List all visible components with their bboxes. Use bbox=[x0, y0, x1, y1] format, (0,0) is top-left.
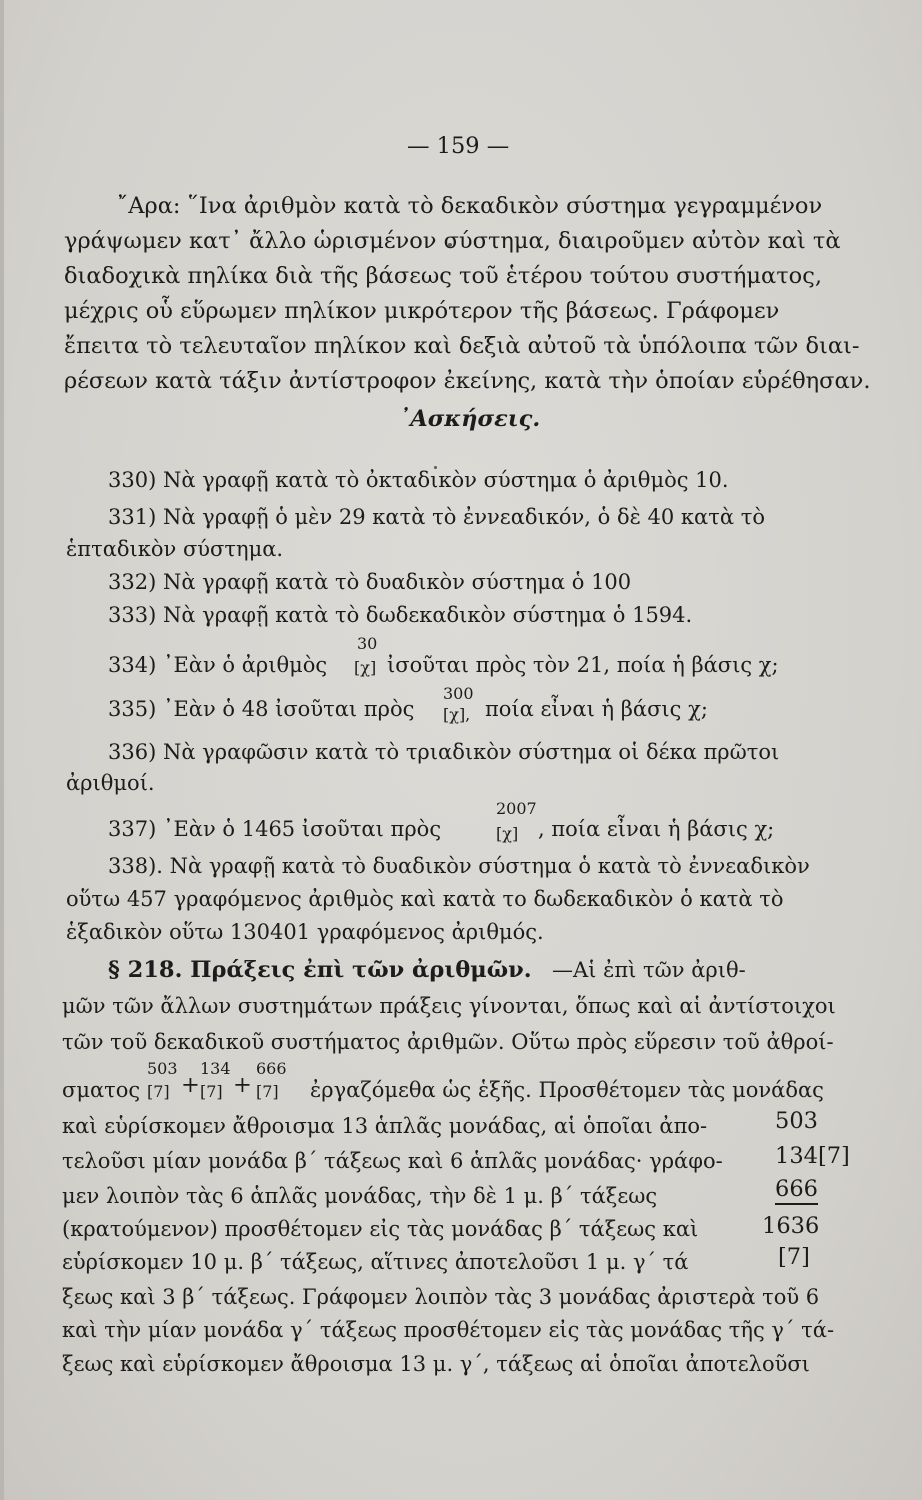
exercise-333: 333) Νὰ γραφῇ κατὰ τὸ δωδεκαδικὸν σύστημα ὁ 1594. bbox=[108, 603, 693, 627]
body-line: ξεως καὶ 3 β΄ τάξεως. Γράφομεν λοιπὸν τὰς 3 μονάδας ἀριστερὰ τοῦ 6 bbox=[62, 1285, 820, 1309]
addition-row-2: 134[7] bbox=[775, 1143, 850, 1169]
plus-sign: + bbox=[233, 1072, 252, 1098]
exercise-330: 330) Νὰ γραφῇ κατὰ τὸ ὀκταδικὸν σύστημα ὁ ἀριθμὸς 10. bbox=[108, 468, 729, 492]
sum-term-3-base: [7] bbox=[256, 1082, 279, 1101]
exercise-334-base: [χ] bbox=[354, 658, 377, 677]
exercises-heading: ᾿Ασκήσεις. bbox=[399, 406, 541, 432]
addition-result: 1636 bbox=[762, 1213, 820, 1239]
addition-row-1: 503 bbox=[775, 1108, 818, 1134]
sum-term-1-number: 503 bbox=[147, 1059, 178, 1078]
body-line: καὶ εὑρίσκομεν ἄθροισμα 13 ἁπλᾶς μονάδας, αἱ ὁποῖαι ἀπο- bbox=[62, 1114, 708, 1138]
intro-line: ἔπειτα τὸ τελευταῖον πηλίκον καὶ δεξιὰ αὐτοῦ τὰ ὑπόλοιπα τῶν διαι- bbox=[64, 333, 860, 359]
exercise-337-text: , ποία εἶναι ἡ βάσις χ; bbox=[538, 817, 775, 841]
addition-row-3: 666 bbox=[775, 1175, 818, 1205]
intro-line: μέχρις οὗ εὕρωμεν πηλίκον μικρότερον τῆς βάσεως. Γράφομεν bbox=[64, 298, 780, 324]
exercise-334-text: ἰσοῦται πρὸς τὸν 21, ποία ἡ βάσις χ; bbox=[387, 653, 779, 677]
exercise-337-number: 2007 bbox=[496, 799, 537, 818]
sum-term-2-number: 134 bbox=[200, 1059, 231, 1078]
exercise-338-line3: ἑξαδικὸν οὕτω 130401 γραφόμενος ἀριθμός. bbox=[66, 920, 544, 944]
exercise-334-number: 30 bbox=[357, 634, 378, 653]
exercise-336-line1: 336) Νὰ γραφῶσιν κατὰ τὸ τριαδικὸν σύστημα οἱ δέκα πρῶτοι bbox=[108, 740, 780, 764]
body-line: εὑρίσκομεν 10 μ. β΄ τάξεως, αἵτινες ἀποτελοῦσι 1 μ. γ΄ τά bbox=[62, 1250, 689, 1274]
exercise-336-line2: ἀριθμοί. bbox=[66, 771, 155, 795]
exercise-338-line1: 338). Νὰ γραφῇ κατὰ τὸ δυαδικὸν σύστημα ὁ κατὰ τὸ ἐννεαδικὸν bbox=[108, 854, 810, 878]
body-line: ξεως καὶ εὑρίσκομεν ἄθροισμα 13 μ. γ΄, τάξεως αἱ ὁποῖαι ἀποτελοῦσι bbox=[62, 1352, 810, 1376]
exercise-338-line2: οὕτω 457 γραφόμενος ἀριθμὸς καὶ κατὰ το δωδεκαδικὸν ὁ κατὰ τὸ bbox=[66, 887, 784, 911]
body-line: μεν λοιπὸν τὰς 6 ἁπλᾶς μονάδας, τὴν δὲ 1 μ. β΄ τάξεως bbox=[62, 1184, 658, 1208]
sum-text: ἐργαζόμεθα ὡς ἑξῆς. Προσθέτομεν τὰς μονάδας bbox=[310, 1078, 824, 1102]
exercise-334-prefix: 334) ᾽Εὰν ὁ ἀριθμὸς bbox=[108, 653, 328, 677]
intro-line: διαδοχικὰ πηλίκα διὰ τῆς βάσεως τοῦ ἑτέρου τούτου συστήματος, bbox=[64, 263, 822, 289]
intro-line: ρέσεων κατὰ τάξιν ἀντίστροφον ἐκείνης, κατὰ τὴν ὁποίαν εὑρέθησαν. bbox=[64, 368, 871, 394]
exercise-335-number: 300 bbox=[443, 684, 474, 703]
section-heading: § 218. Πράξεις ἐπὶ τῶν ἀριθμῶν. bbox=[108, 957, 532, 983]
exercise-335-base: [χ], bbox=[443, 705, 471, 724]
page-edge bbox=[0, 0, 4, 1500]
body-line: τελοῦσι μίαν μονάδα β΄ τάξεως καὶ 6 ἁπλᾶς μονάδας· γράφο- bbox=[62, 1149, 723, 1173]
page-number: — 159 — bbox=[407, 133, 510, 159]
sum-term-2-base: [7] bbox=[200, 1082, 223, 1101]
sum-prefix: σματος bbox=[62, 1078, 141, 1102]
exercise-332: 332) Νὰ γραφῇ κατὰ τὸ δυαδικὸν σύστημα ὁ 100 bbox=[108, 570, 632, 594]
addition-result-base: [7] bbox=[778, 1244, 810, 1270]
exercise-331-line2: ἑπταδικὸν σύστημα. bbox=[66, 537, 284, 561]
section-line: μῶν τῶν ἄλλων συστημάτων πράξεις γίνονται, ὅπως καὶ αἱ ἀντίστοιχοι bbox=[62, 994, 836, 1018]
exercise-337-prefix: 337) ᾽Εὰν ὁ 1465 ἰσοῦται πρὸς bbox=[108, 817, 442, 841]
exercise-335-text: ποία εἶναι ἡ βάσις χ; bbox=[485, 697, 708, 721]
intro-line: γράψωμεν κατ᾽ ἄλλο ὡρισμένον σύστημα, διαιροῦμεν αὐτὸν καὶ τὰ bbox=[64, 228, 841, 254]
sum-term-3-number: 666 bbox=[256, 1059, 287, 1078]
section-line: τῶν τοῦ δεκαδικοῦ συστήματος ἀριθμῶν. Οὕτω πρὸς εὕρεσιν τοῦ ἀθροί- bbox=[62, 1030, 834, 1054]
section-intro: —Αἱ ἐπὶ τῶν ἀριθ- bbox=[552, 958, 746, 982]
intro-line: ῎Αρα: ῞Ινα ἀριθμὸν κατὰ τὸ δεκαδικὸν σύστημα γεγραμμένον bbox=[117, 193, 823, 219]
plus-sign: + bbox=[181, 1072, 200, 1098]
body-line: καὶ τὴν μίαν μονάδα γ΄ τάξεως προσθέτομεν εἰς τὰς μονάδας τῆς γ΄ τά- bbox=[62, 1318, 835, 1342]
exercise-335-prefix: 335) ᾽Εὰν ὁ 48 ἰσοῦται πρὸς bbox=[108, 697, 415, 721]
sum-term-1-base: [7] bbox=[147, 1082, 170, 1101]
exercise-337-base: [χ] bbox=[496, 824, 519, 843]
exercise-331-line1: 331) Νὰ γραφῇ ὁ μὲν 29 κατὰ τὸ ἐννεαδικόν, ὁ δὲ 40 κατὰ τὸ bbox=[108, 505, 765, 529]
body-line: (κρατούμενον) προσθέτομεν εἰς τὰς μονάδας β΄ τάξεως καὶ bbox=[62, 1217, 699, 1241]
